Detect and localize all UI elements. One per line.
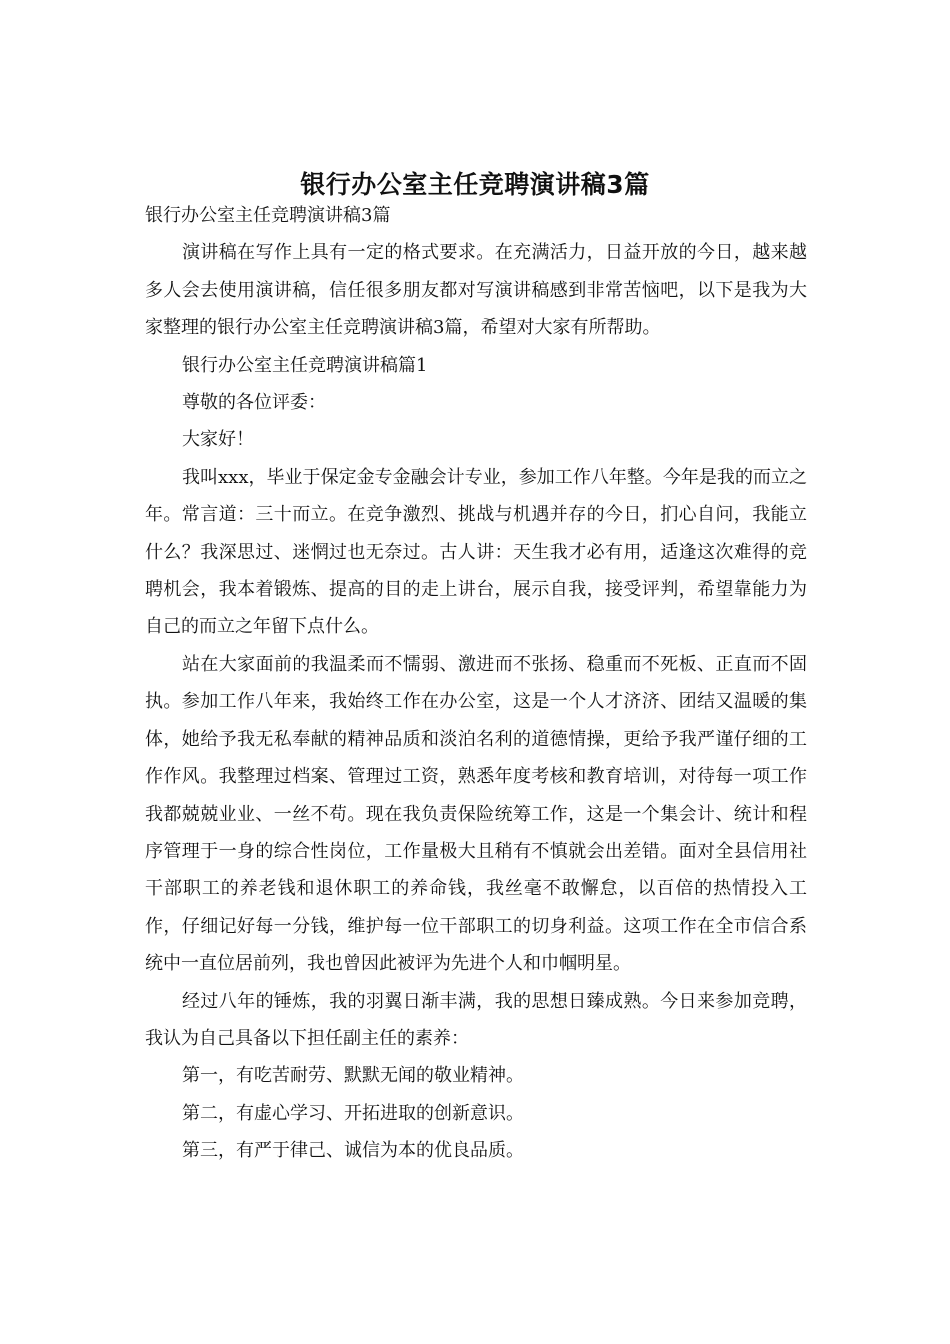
- intro-paragraph: 演讲稿在写作上具有一定的格式要求。在充满活力，日益开放的今日，越来越多人会去使用演讲稿，信任很多朋友都对写演讲稿感到非常苦恼吧，以下是我为大家整理的银行办公室主任竞聘演讲稿3篇，希望对大家有所帮助。: [145, 242, 807, 339]
- document-body: [145, 197, 807, 1170]
- document-title: 银行办公室主任竞聘演讲稿3篇: [300, 169, 650, 199]
- body-paragraph: 我叫xxx，毕业于保定金专金融会计专业，参加工作八年整。今年是我的而立之年。常言道：三十而立。在竞争激烈、挑战与机遇并存的今日，扪心自问，我能立什么？我深思过、迷惘过也无奈过。古人讲：天生我才必有用，适逢这次难得的竞聘机会，我本着锻炼、提高的目的走上讲台，展示自我，接受评判，希望靠能力为自己的而立之年留下点什么。: [145, 466, 807, 638]
- document-subtitle: 银行办公室主任竞聘演讲稿3篇: [145, 205, 391, 226]
- quality-item: 第一，有吃苦耐劳、默默无闻的敬业精神。: [182, 1065, 524, 1087]
- greeting: 大家好！: [182, 429, 254, 451]
- quality-item: 第三，有严于律己、诚信为本的优良品质。: [182, 1140, 524, 1162]
- body-paragraph: 经过八年的锤炼，我的羽翼日渐丰满，我的思想日臻成熟。今日来参加竞聘，我认为自己具备以下担任副主任的素养：: [145, 990, 807, 1049]
- quality-item: 第二，有虚心学习、开拓进取的创新意识。: [182, 1102, 524, 1124]
- body-paragraph: 站在大家面前的我温柔而不懦弱、激进而不张扬、稳重而不死板、正直而不固执。参加工作八年来，我始终工作在办公室，这是一个人才济济、团结又温暖的集体，她给予我无私奉献的精神品质和淡泊名利的道德情操，更给予我严谨仔细的工作作风。我整理过档案、管理过工资，熟悉年度考核和教育培训，对待每一项工作我都兢兢业业、一丝不苟。现在我负责保险统筹工作，这是一个集会计、统计和程序管理于一身的综合性岗位，工作量极大且稍有不慎就会出差错。面对全县信用社干部职工的养老钱和退休职工的养命钱，我丝毫不敢懈怠，以百倍的热情投入工作，仔细记好每一分钱，维护每一位干部职工的切身利益。这项工作在全市信合系统中一直位居前列，我也曾因此被评为先进个人和巾帼明星。: [145, 653, 807, 975]
- salutation: 尊敬的各位评委：: [182, 392, 326, 414]
- section-heading: 银行办公室主任竞聘演讲稿篇1: [182, 354, 428, 376]
